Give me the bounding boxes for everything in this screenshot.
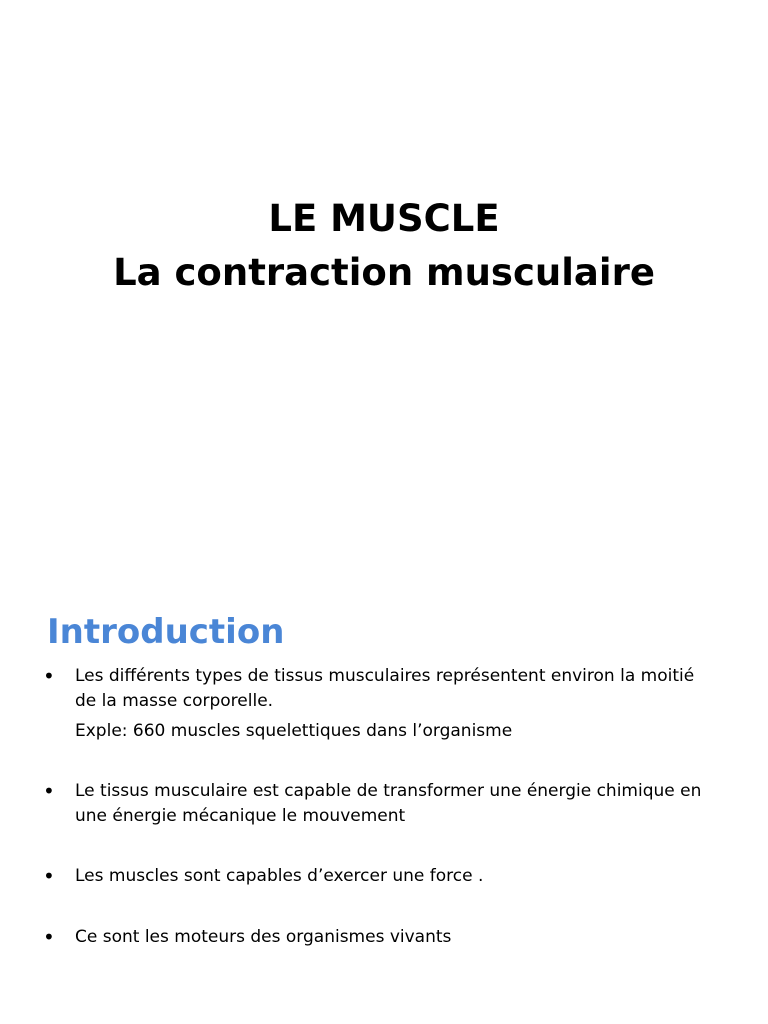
bullet-item: [43, 664, 713, 744]
bullet-item: [43, 925, 713, 950]
bullet-text: Ce sont les moteurs des organismes vivants: [75, 927, 452, 947]
title-line-2: La contraction musculaire: [113, 251, 655, 294]
bullet-text: Les muscles sont capables d’exercer une force .: [75, 866, 484, 886]
bullet-example-text: Exple: 660 muscles squelettiques dans l’organisme: [75, 721, 513, 741]
bullet-text: Le tissus musculaire est capable de transformer une énergie chimique en une énergie mécanique le mouvement: [75, 781, 702, 826]
bullet-item: [43, 779, 713, 829]
bullet-marker: •: [43, 864, 55, 888]
title-line-1: LE MUSCLE: [268, 197, 500, 240]
bullet-marker: •: [43, 664, 55, 688]
bullet-item: [43, 864, 713, 889]
bullet-text: Les différents types de tissus musculaires représentent environ la moitié de la masse corporelle.: [75, 666, 695, 711]
bullet-marker: •: [43, 925, 55, 949]
bullet-marker: •: [43, 779, 55, 803]
section-heading: Introduction: [47, 612, 285, 652]
